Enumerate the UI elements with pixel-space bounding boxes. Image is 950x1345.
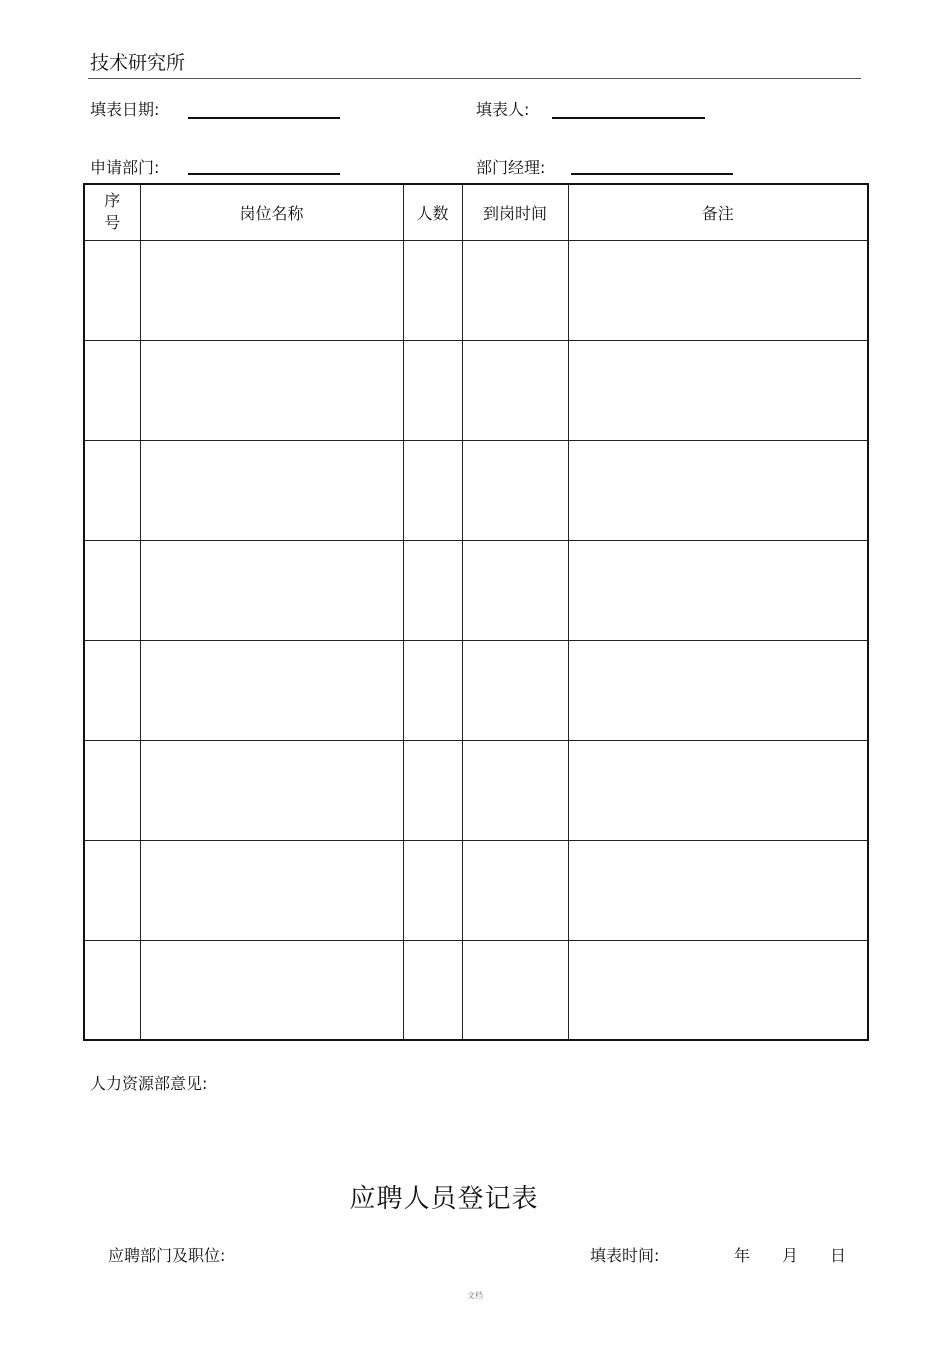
cell-count[interactable] [403,240,462,340]
cell-arrival[interactable] [462,840,568,940]
hr-opinion-label: 人力资源部意见: [90,1074,208,1093]
cell-remarks[interactable] [568,940,868,1040]
cell-position[interactable] [140,240,403,340]
table-row [84,440,868,540]
cell-position[interactable] [140,740,403,840]
footer-note: 文档 [467,1291,483,1300]
cell-seq[interactable] [84,640,140,740]
cell-remarks[interactable] [568,240,868,340]
cell-remarks[interactable] [568,540,868,640]
cell-position[interactable] [140,840,403,940]
cell-seq[interactable] [84,740,140,840]
fill-date-field[interactable] [188,117,340,119]
registration-title: 应聘人员登记表 [349,1184,539,1214]
header-arrival: 到岗时间 [462,184,568,240]
cell-remarks[interactable] [568,740,868,840]
cell-seq[interactable] [84,440,140,540]
cell-position[interactable] [140,940,403,1040]
manager-field[interactable] [571,173,733,175]
table-row [84,640,868,740]
table-row [84,340,868,440]
cell-arrival[interactable] [462,740,568,840]
header-count: 人数 [403,184,462,240]
filler-field[interactable] [552,117,705,119]
cell-remarks[interactable] [568,840,868,940]
cell-remarks[interactable] [568,640,868,740]
organization-name: 技术研究所 [90,52,186,74]
year-label: 年 [734,1246,751,1265]
cell-count[interactable] [403,440,462,540]
table-row [84,740,868,840]
cell-position[interactable] [140,440,403,540]
dept-position-label: 应聘部门及职位: [108,1246,226,1265]
table-row [84,540,868,640]
cell-position[interactable] [140,340,403,440]
header-seq [84,184,140,240]
position-request-table [83,183,869,1041]
cell-count[interactable] [403,840,462,940]
department-field[interactable] [188,173,340,175]
table-row [84,840,868,940]
cell-arrival[interactable] [462,240,568,340]
header-seq-top: 序 [104,191,121,211]
header-seq-bottom: 号 [104,213,121,233]
header-divider [88,78,861,79]
department-label: 申请部门: [90,158,160,177]
table-header-row [84,184,868,240]
header-remarks: 备注 [568,184,868,240]
manager-label: 部门经理: [476,158,546,177]
cell-remarks[interactable] [568,440,868,540]
cell-position[interactable] [140,540,403,640]
cell-arrival[interactable] [462,540,568,640]
cell-count[interactable] [403,740,462,840]
cell-count[interactable] [403,940,462,1040]
fill-date-label: 填表日期: [90,100,160,119]
table-row [84,240,868,340]
cell-arrival[interactable] [462,640,568,740]
cell-count[interactable] [403,540,462,640]
month-label: 月 [782,1246,799,1265]
table-row [84,940,868,1040]
cell-seq[interactable] [84,540,140,640]
cell-seq[interactable] [84,240,140,340]
cell-count[interactable] [403,640,462,740]
cell-arrival[interactable] [462,440,568,540]
cell-count[interactable] [403,340,462,440]
cell-seq[interactable] [84,340,140,440]
cell-arrival[interactable] [462,340,568,440]
cell-remarks[interactable] [568,340,868,440]
header-position: 岗位名称 [140,184,403,240]
day-label: 日 [830,1246,847,1265]
filler-label: 填表人: [476,100,530,119]
cell-position[interactable] [140,640,403,740]
cell-arrival[interactable] [462,940,568,1040]
cell-seq[interactable] [84,840,140,940]
fill-time-label: 填表时间: [590,1246,660,1265]
cell-seq[interactable] [84,940,140,1040]
